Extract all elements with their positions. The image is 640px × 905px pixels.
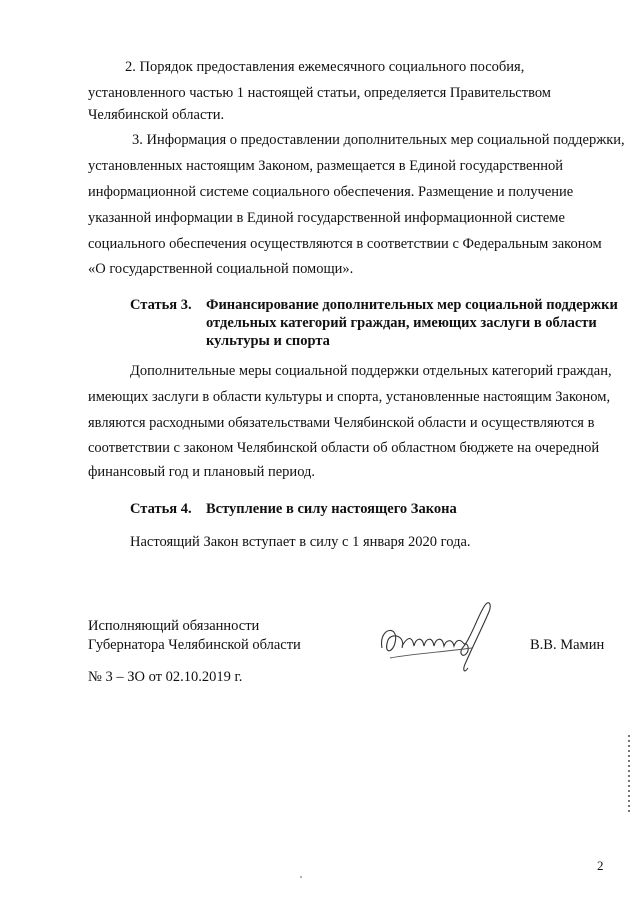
article-3-title-line-1: Финансирование дополнительных мер социальной поддержки: [206, 297, 618, 313]
p2-line-2: установленного частью 1 настоящей статьи, определяется Правительством: [88, 85, 551, 101]
law-registration-number: № 3 – ЗО от 02.10.2019 г.: [88, 669, 243, 685]
scan-speck: [300, 876, 302, 878]
p3-line-4: указанной информации в Единой государственной информационной системе: [88, 210, 565, 226]
p2-line-3: Челябинской области.: [88, 107, 225, 123]
article-3-text-line-4: соответствии с законом Челябинской области об областном бюджете на очередной: [88, 440, 600, 456]
article-4-title: Вступление в силу настоящего Закона: [206, 501, 457, 517]
article-3-text-line-2: имеющих заслуги в области культуры и спорта, установленные настоящим Законом,: [88, 389, 611, 405]
page-number: 2: [597, 858, 604, 873]
p3-line-1: 3. Информация о предоставлении дополнительных мер социальной поддержки,: [132, 132, 625, 148]
signatory-name: В.В. Мамин: [530, 637, 605, 653]
p3-line-5: социального обеспечения осуществляются в соответствии с Федеральным законом: [88, 236, 602, 252]
scan-margin-artifact: [628, 735, 630, 815]
p2-line-1: 2. Порядок предоставления ежемесячного социального пособия,: [125, 59, 525, 75]
p3-line-6: «О государственной социальной помощи».: [88, 261, 354, 277]
article-3-title-line-3: культуры и спорта: [206, 333, 330, 349]
article-3-text-line-5: финансовый год и плановый период.: [88, 464, 316, 480]
signatory-position-line-2: Губернатора Челябинской области: [88, 637, 301, 653]
article-4-text: Настоящий Закон вступает в силу с 1 января 2020 года.: [130, 534, 471, 550]
p3-line-3: информационной системе социального обеспечения. Размещение и получение: [88, 184, 574, 200]
article-4-number: Статья 4.: [130, 501, 192, 517]
signatory-position-line-1: Исполняющий обязанности: [88, 618, 260, 634]
article-3-text-line-1: Дополнительные меры социальной поддержки отдельных категорий граждан,: [130, 363, 612, 379]
handwritten-signature: [372, 596, 502, 676]
article-3-text-line-3: являются расходными обязательствами Челябинской области и осуществляются в: [88, 415, 595, 431]
article-3-number: Статья 3.: [130, 297, 192, 313]
p3-line-2: установленных настоящим Законом, размещается в Единой государственной: [88, 158, 563, 174]
article-3-title-line-2: отдельных категорий граждан, имеющих заслуги в области: [206, 315, 597, 331]
